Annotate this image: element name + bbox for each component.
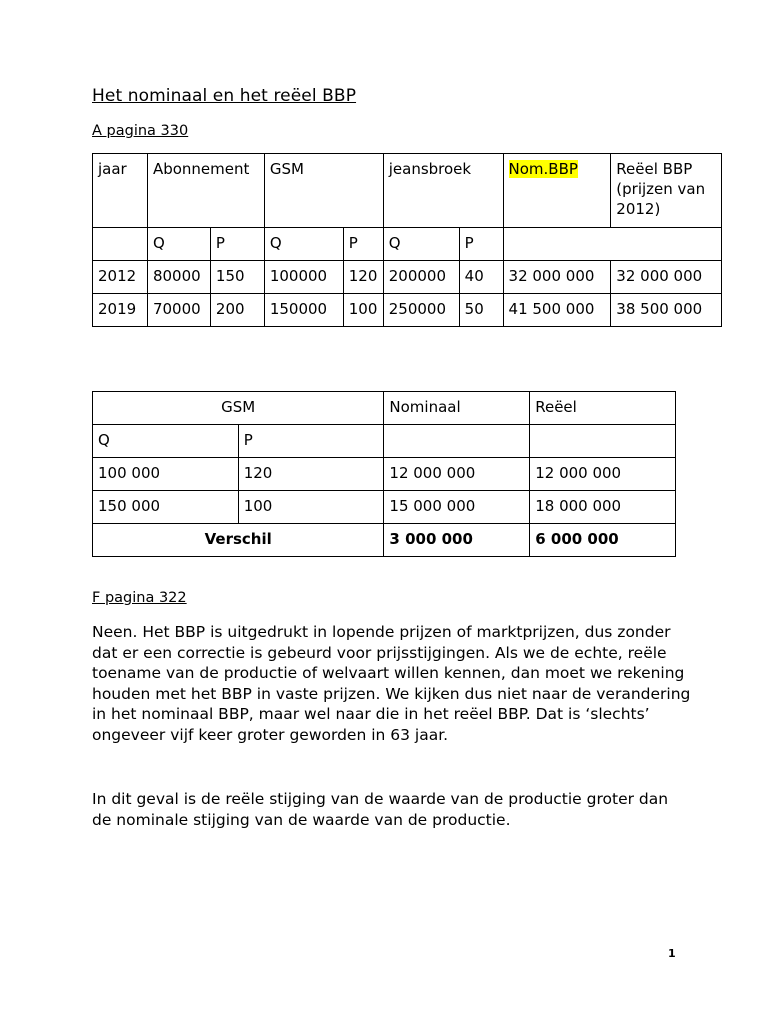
total-label: Verschil (93, 524, 384, 557)
highlighted-text: Nom.BBP (508, 160, 578, 178)
header-cell-reeel-bbp (611, 154, 722, 228)
table-total-row (93, 524, 676, 557)
table-cell: 32 000 000 (611, 261, 722, 294)
header-line: (prijzen van (616, 180, 706, 198)
table-cell: 38 500 000 (611, 294, 722, 327)
table-cell: 12 000 000 (384, 458, 530, 491)
table-cell: 50 (459, 294, 503, 327)
subheader-q: Q (264, 228, 343, 261)
table-subheader-row (93, 228, 722, 261)
table-cell (93, 228, 148, 261)
table-cell: 250000 (383, 294, 459, 327)
paragraph-explanation: Neen. Het BBP is uitgedrukt in lopende prijzen of marktprijzen, dus zonder dat er een correctie is gebeurd voor prijsstijgingen. Als we de echte, reële toename van de productie of welvaart willen kennen, dan moet we rekening houden met het BBP in vaste prijzen. We kijken dus niet naar de verandering in het nominaal BBP, maar wel naar die in het reëel BBP. Dat is ‘slechts’ ongeveer vijf keer groter geworden in 63 jaar. (92, 623, 691, 744)
subheader-p: P (238, 425, 384, 458)
table-cell: 41 500 000 (503, 294, 611, 327)
table-cell: 200000 (383, 261, 459, 294)
page-number: 1 (668, 947, 676, 960)
table-cell: 70000 (147, 294, 210, 327)
total-reeel: 6 000 000 (530, 524, 676, 557)
header-line: 2012) (616, 200, 661, 218)
header-cell-gsm: GSM (93, 392, 384, 425)
table-row (93, 491, 676, 524)
table-cell: 80000 (147, 261, 210, 294)
subheader-q: Q (147, 228, 210, 261)
table-cell: 100 000 (93, 458, 239, 491)
table-cell: 150 (210, 261, 264, 294)
table-cell: 40 (459, 261, 503, 294)
subheader-p: P (459, 228, 503, 261)
table-subheader-row (93, 425, 676, 458)
table-cell (503, 228, 721, 261)
table-cell: 100000 (264, 261, 343, 294)
table-cell: 18 000 000 (530, 491, 676, 524)
table-cell: 120 (238, 458, 384, 491)
document-title: Het nominaal en het reëel BBP (92, 86, 357, 106)
subheader-q: Q (383, 228, 459, 261)
table-cell: 15 000 000 (384, 491, 530, 524)
header-cell-jeansbroek: jeansbroek (383, 154, 503, 228)
subheader-q: Q (93, 425, 239, 458)
gdp-table (92, 153, 722, 327)
subheader-p: P (343, 228, 383, 261)
table-cell: 32 000 000 (503, 261, 611, 294)
header-cell-nom-bbp (503, 154, 611, 228)
paragraph-conclusion: In dit geval is de reële stijging van de waarde van de productie groter dan de nominale stijging van de waarde van de productie. (92, 790, 669, 829)
header-cell-nominaal: Nominaal (384, 392, 530, 425)
table-row (93, 261, 722, 294)
table-header-row (93, 392, 676, 425)
table-cell: 200 (210, 294, 264, 327)
table-cell: 2019 (93, 294, 148, 327)
section-a-heading: A pagina 330 (92, 123, 189, 139)
table-header-row (93, 154, 722, 228)
table-cell: 150000 (264, 294, 343, 327)
table-cell (384, 425, 530, 458)
table-cell: 2012 (93, 261, 148, 294)
table-cell: 120 (343, 261, 383, 294)
table-cell (530, 425, 676, 458)
total-nominaal: 3 000 000 (384, 524, 530, 557)
header-cell-gsm: GSM (264, 154, 383, 228)
header-cell-jaar: jaar (93, 154, 148, 228)
header-cell-reeel: Reëel (530, 392, 676, 425)
table-cell: 150 000 (93, 491, 239, 524)
header-cell-abonnement: Abonnement (147, 154, 264, 228)
table-cell: 12 000 000 (530, 458, 676, 491)
section-f-heading: F pagina 322 (92, 590, 187, 606)
table-cell: 100 (343, 294, 383, 327)
table-row (93, 294, 722, 327)
subheader-p: P (210, 228, 264, 261)
table-cell: 100 (238, 491, 384, 524)
gsm-comparison-table (92, 391, 676, 557)
table-row (93, 458, 676, 491)
header-line: Reëel BBP (616, 160, 693, 178)
